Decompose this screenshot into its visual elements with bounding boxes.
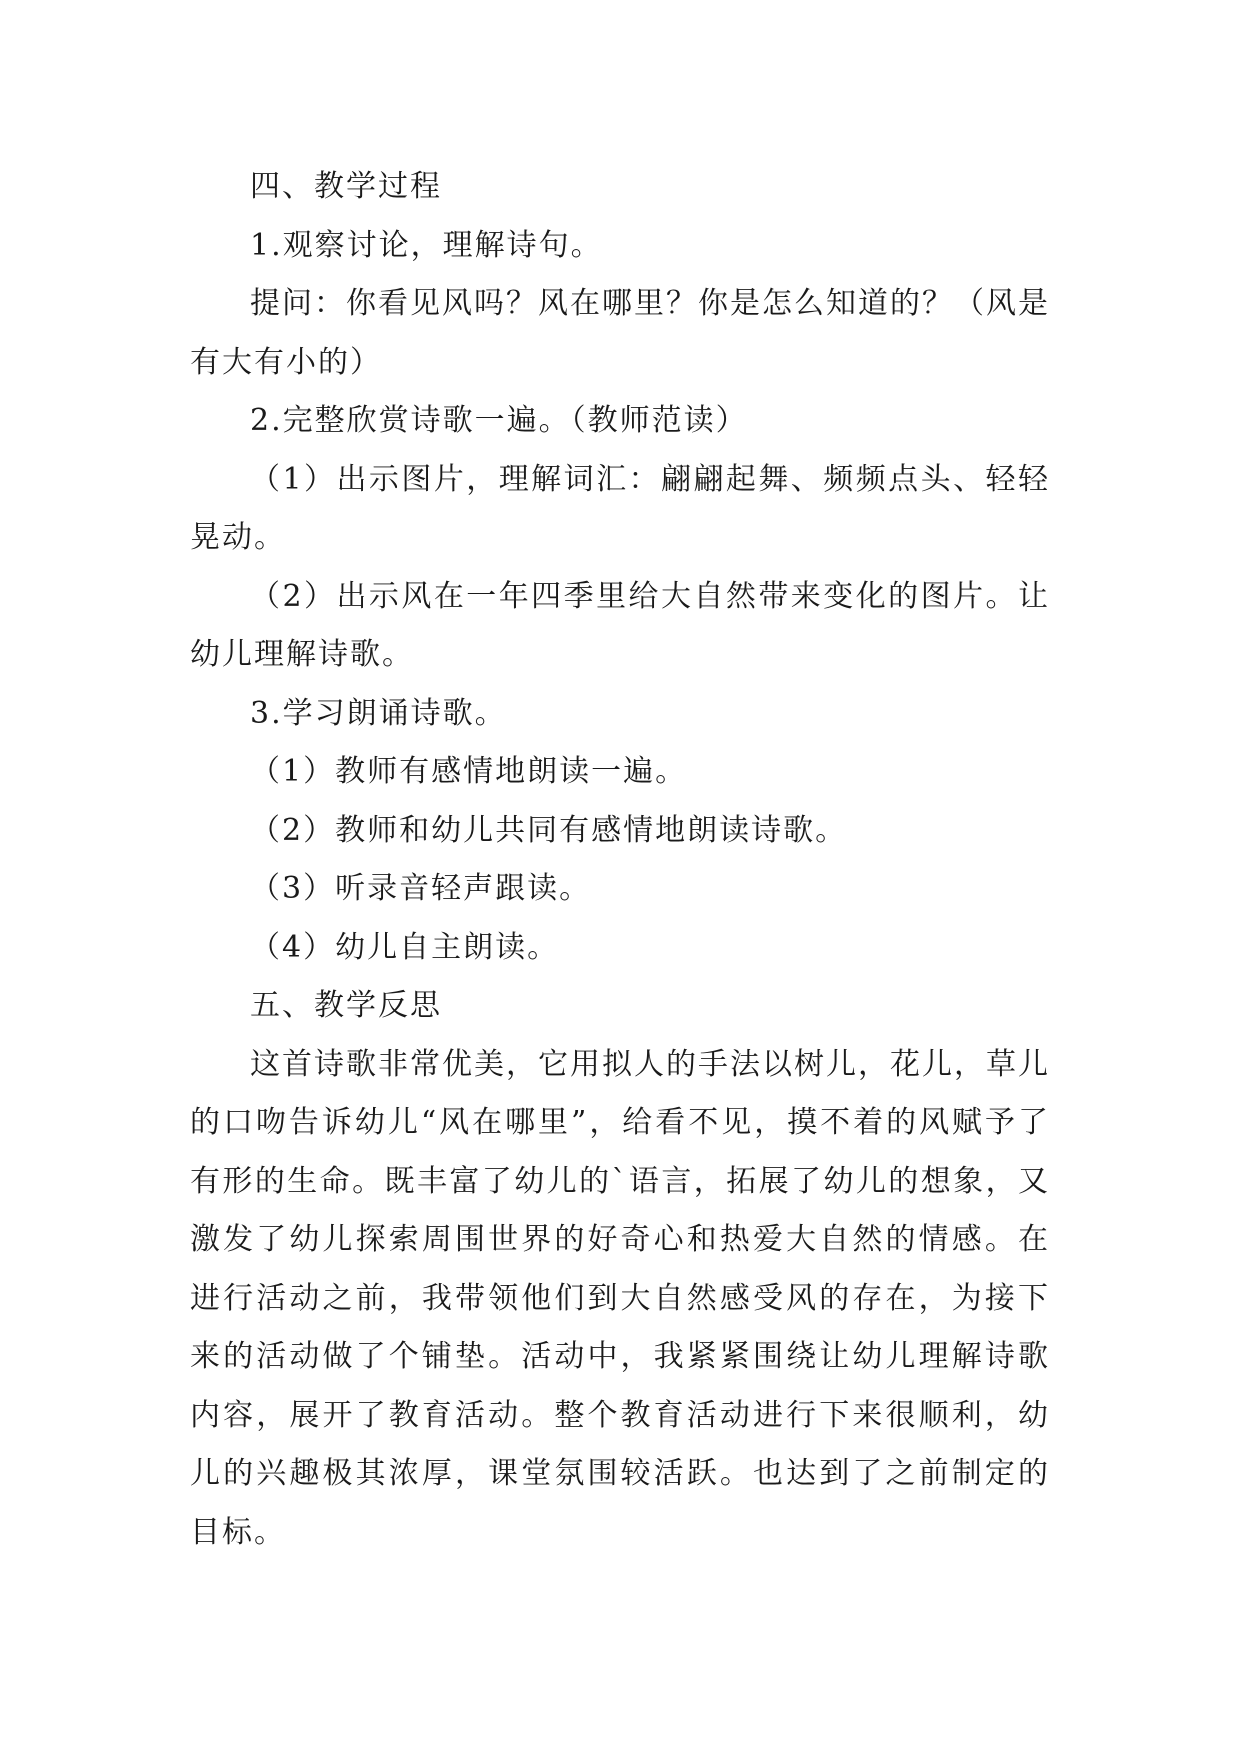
substep-teacher-reads: （1）教师有感情地朗读一遍。 <box>250 754 688 789</box>
step-learn-recite: 3.学习朗诵诗歌。 <box>250 695 507 731</box>
substep-listen-recording: （3）听录音轻声跟读。 <box>250 871 592 906</box>
section-heading-teaching-process: 四、教学过程 <box>250 169 442 204</box>
step-appreciate-poem: 2.完整欣赏诗歌一遍。（教师范读） <box>250 403 748 438</box>
paragraph-reflection: 这首诗歌非常优美，它用拟人的手法以树儿，花儿，草儿的口吻告诉幼儿“风在哪里”，给看不见，摸不着的风赋予了有形的生命。既丰富了幼儿的`语言，拓展了幼儿的想象，又激发了幼儿探索周围世界的好奇心和热爱大自然的情感。在进行活动之前，我带领他们到大自然感受风的存在，为接下来的活动做了个铺垫。活动中，我紧紧围绕让幼儿理解诗歌内容，展开了教育活动。整个教育活动进行下来很顺利，幼儿的兴趣极其浓厚，课堂氛围较活跃。也达到了之前制定的目标。 <box>190 1046 1050 1550</box>
substep-children-read: （4）幼儿自主朗读。 <box>250 929 560 965</box>
section-heading-reflection: 五、教学反思 <box>250 988 442 1023</box>
substep-seasons-pictures: （2）出示风在一年四季里给大自然带来变化的图片。让幼儿理解诗歌。 <box>190 578 1050 672</box>
substep-teacher-children-read: （2）教师和幼儿共同有感情地朗读诗歌。 <box>250 812 848 848</box>
substep-show-pictures: （1）出示图片，理解词汇：翩翩起舞、频频点头、轻轻晃动。 <box>190 461 1050 555</box>
step-observe-discuss: 1.观察讨论，理解诗句。 <box>250 227 603 263</box>
paragraph-question: 提问：你看见风吗？风在哪里？你是怎么知道的？（风是有大有小的） <box>190 286 1050 380</box>
document-body <box>190 158 1050 1562</box>
